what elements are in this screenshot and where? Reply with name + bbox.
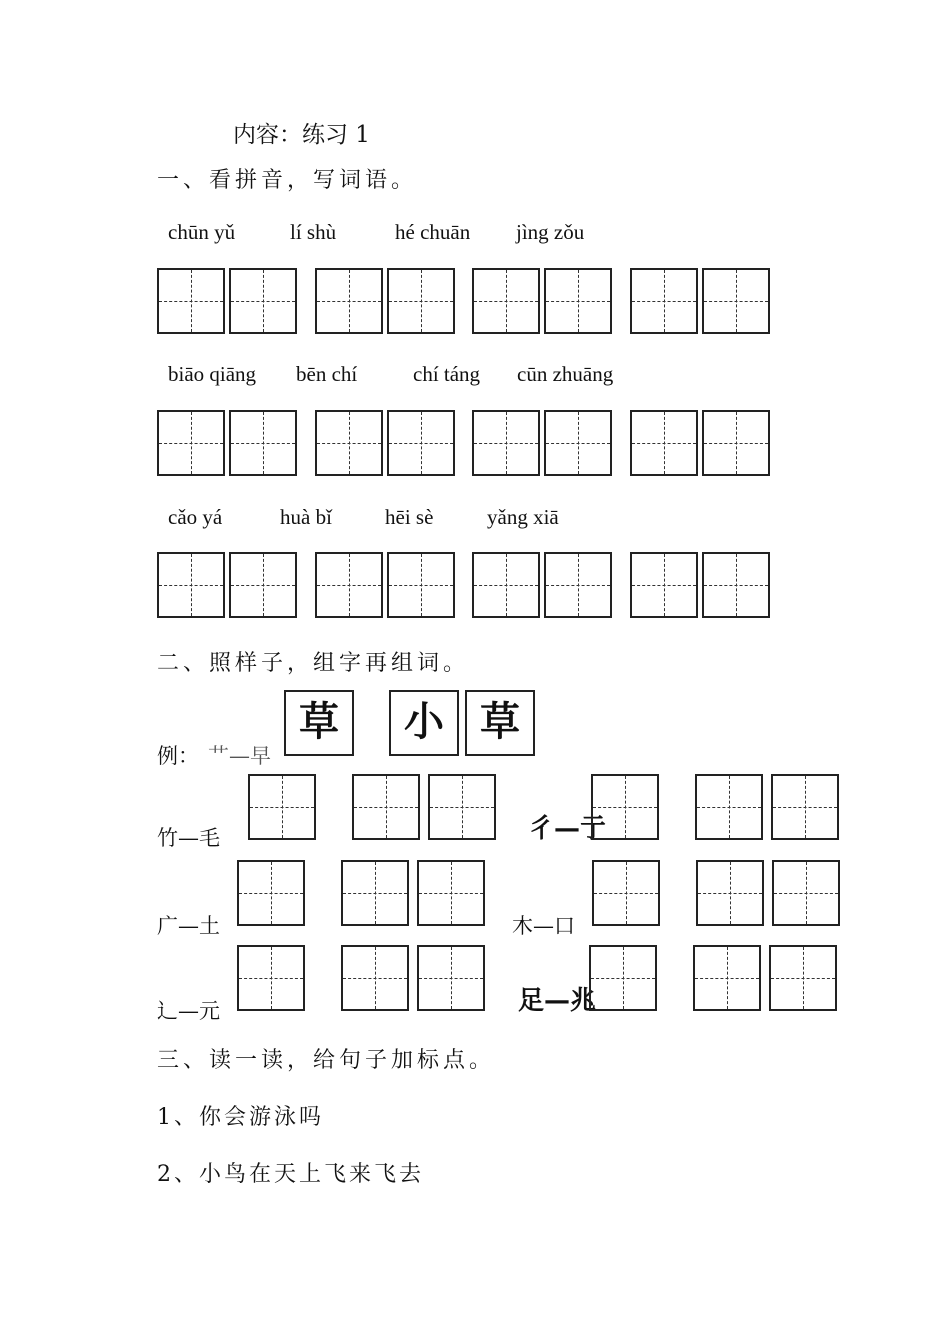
writing-box[interactable] [387,410,455,476]
writing-box[interactable] [696,860,764,926]
pinyin: hé chuān [395,220,471,244]
pinyin: jìng zǒu [516,220,585,244]
writing-box[interactable] [472,268,540,334]
parts-label: 木—口 [512,914,575,938]
writing-box[interactable] [591,774,659,840]
writing-box[interactable] [237,860,305,926]
example-char-box: 草 [284,690,354,756]
writing-box[interactable] [630,410,698,476]
writing-box[interactable] [472,410,540,476]
parts-label: 彳—亍 [528,814,607,844]
pinyin: biāo qiāng [168,362,257,386]
writing-box[interactable] [157,268,225,334]
writing-box[interactable] [702,410,770,476]
writing-box[interactable] [341,860,409,926]
writing-box[interactable] [472,552,540,618]
writing-box[interactable] [772,860,840,926]
pinyin: hēi sè [385,505,434,529]
example-word-box: 草 [465,690,535,756]
section-1-heading: 一、看拼音，写词语。 [157,168,418,193]
page-title: 内容：练习 1 [233,122,370,148]
pinyin: huà bǐ [280,505,332,529]
writing-box[interactable] [544,552,612,618]
writing-box[interactable] [544,410,612,476]
writing-box[interactable] [229,552,297,618]
writing-box[interactable] [248,774,316,840]
writing-box[interactable] [237,945,305,1011]
writing-box[interactable] [229,410,297,476]
writing-box[interactable] [315,268,383,334]
writing-box[interactable] [428,774,496,840]
writing-box[interactable] [544,268,612,334]
writing-box[interactable] [592,860,660,926]
writing-box[interactable] [630,552,698,618]
writing-box[interactable] [229,268,297,334]
parts-label: 竹—毛 [157,826,220,850]
writing-box[interactable] [630,268,698,334]
writing-box[interactable] [771,774,839,840]
pinyin: cūn zhuāng [517,362,614,386]
writing-box[interactable] [387,268,455,334]
writing-box[interactable] [702,268,770,334]
writing-box[interactable] [157,552,225,618]
example-parts: 艹—早 [208,744,271,768]
sentence: 1、你会游泳吗 [157,1105,324,1130]
writing-box[interactable] [387,552,455,618]
writing-box[interactable] [315,552,383,618]
writing-box[interactable] [695,774,763,840]
pinyin: chūn yǔ [168,220,236,244]
writing-box[interactable] [341,945,409,1011]
pinyin: chí táng [413,362,481,386]
parts-label: 辶—元 [157,999,220,1023]
writing-box[interactable] [417,860,485,926]
pinyin: lí shù [290,220,337,244]
pinyin: bēn chí [296,362,358,386]
parts-label: 广—土 [157,914,220,938]
sentence: 2、小鸟在天上飞来飞去 [157,1162,424,1187]
pinyin: yǎng xiā [487,505,559,529]
writing-box[interactable] [769,945,837,1011]
writing-box[interactable] [417,945,485,1011]
pinyin: cǎo yá [168,505,223,529]
section-2-heading: 二、照样子，组字再组词。 [157,651,470,676]
writing-box[interactable] [702,552,770,618]
writing-box[interactable] [352,774,420,840]
parts-label: 足—兆 [518,986,597,1016]
writing-box[interactable] [315,410,383,476]
example-label: 例： [157,744,199,768]
section-3-heading: 三、读一读，给句子加标点。 [157,1048,496,1073]
example-word-box: 小 [389,690,459,756]
writing-box[interactable] [589,945,657,1011]
writing-box[interactable] [693,945,761,1011]
writing-box[interactable] [157,410,225,476]
